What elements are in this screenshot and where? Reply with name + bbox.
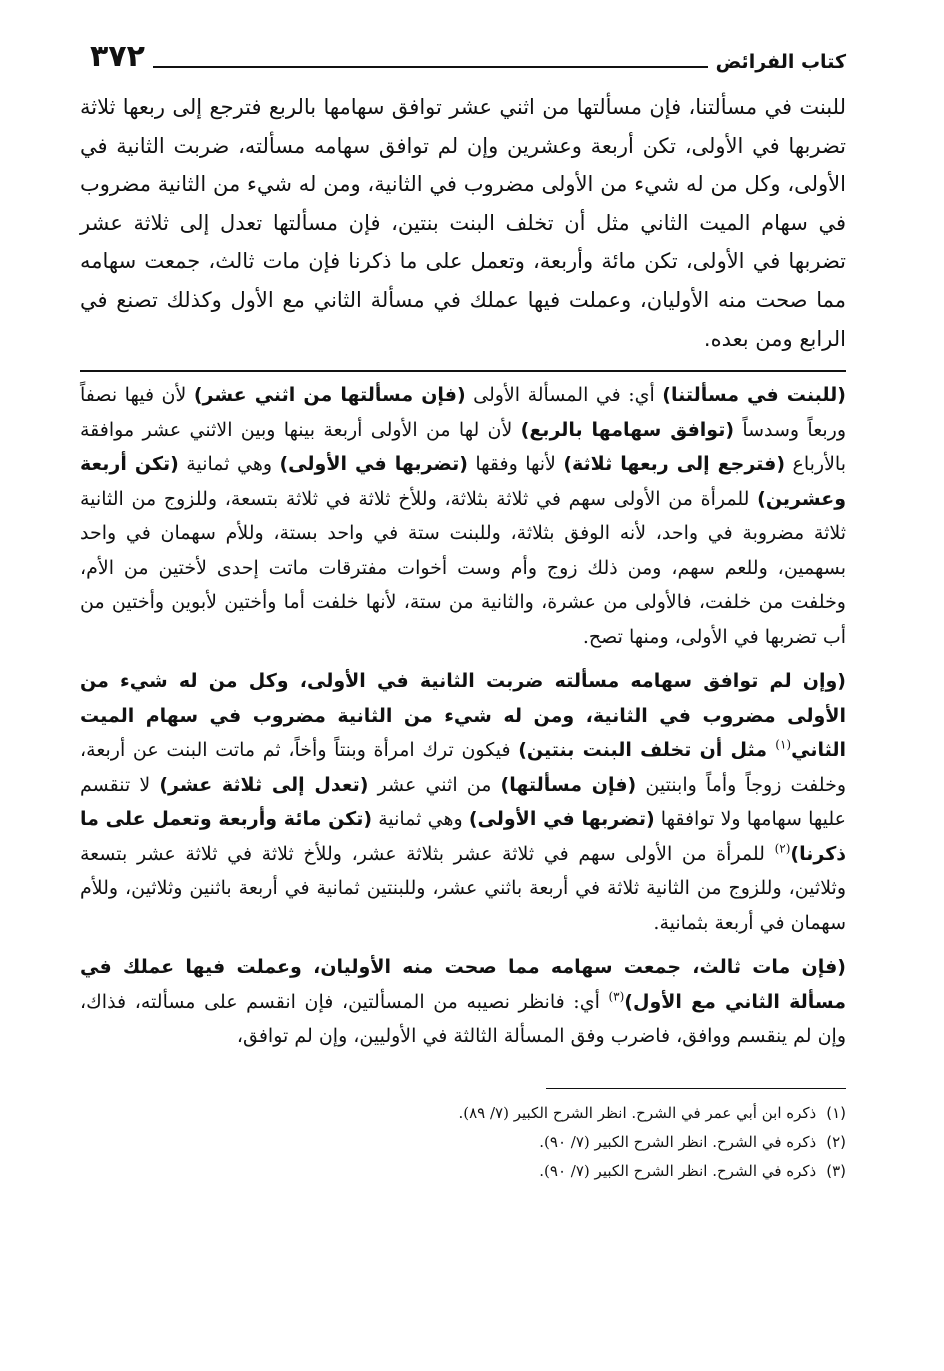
footnote-text: ذكره في الشرح. انظر الشرح الكبير (٧/ ٩٠). [539, 1132, 817, 1151]
footnote-item [80, 1128, 846, 1157]
commentary-text: للمرأة من الأولى سهم في ثلاثة بثلاثة، وللأخ ثلاثة في ثلاثة بتسعة، وللزوج من الثانية ثلاثة مضروبة في واحد، لأنه الوفق بثلاثة، وللبنت ستة في واحد بستة، وللأم سهمان في واحد بسهمين، وللعم سهم، ومن ذلك زوج وأم وست أخوات مفترقات ماتت إحدى لأختين من الأم، وخلفت من خلفت، فالأولى من عشرة، والثانية من ستة، لأنها خلفت أما وأختين لأبوين وأختين من أب تضربها في الأولى، ومنها تصح. [80, 487, 846, 648]
book-title: كتاب الفرائض [715, 51, 846, 73]
quoted-matn: (للبنت في مسألتنا) [662, 384, 846, 407]
commentary-text: وهي ثمانية [372, 808, 469, 831]
sharh-paragraph-2 [80, 664, 846, 940]
footnotes [80, 1099, 846, 1186]
quoted-matn: (تضربها في الأولى) [468, 808, 655, 831]
commentary-text: وهي ثمانية [178, 453, 280, 476]
quoted-matn: مثل أن تخلف البنت بنتين) [518, 739, 776, 762]
quoted-matn: (تضربها في الأولى) [279, 453, 468, 476]
commentary-text: أي: فانظر نصيبه من المسألتين، فإن انقسم على مسألته، فذاك، وإن لم ينقسم ووافق، فاضرب وفق المسألة الثالثة في الأوليين، وإن لم توافق، [80, 990, 846, 1048]
footnote-marker[interactable]: (٣) [608, 989, 625, 1004]
page-number: ٣٧٢ [90, 39, 145, 74]
commentary-text: من اثني عشر [368, 773, 501, 796]
commentary-text: لا تنقسم عليها سهامها ولا توافقها [80, 773, 846, 831]
quoted-matn: (وإن لم توافق سهامه مسألته ضربت الثانية في الأولى، وكل من له شيء من الأولى مضروب في الثانية، ومن له شيء من الثانية مضروب في سهام الميت الثاني [80, 670, 846, 762]
commentary-text: لأن فيها نصفاً وربعاً وسدساً [80, 384, 847, 441]
footnote-rule [546, 1088, 846, 1089]
quoted-matn: (فإن مسألتها) [500, 773, 637, 796]
footnote-number: (٢) [826, 1132, 846, 1151]
footnote-number: (٣) [826, 1161, 846, 1180]
footnote-marker[interactable]: (٢) [774, 841, 791, 856]
footnote-text: ذكره في الشرح. انظر الشرح الكبير (٧/ ٩٠). [539, 1161, 817, 1180]
book-page [80, 30, 846, 1350]
matn-text: للبنت في مسألتنا، فإن مسألتها من اثني عشر توافق سهامها بالربع فترجع إلى ربعها ثلاثة تضربها في الأولى، تكن أربعة وعشرين وإن لم توافق سهامه مسألته، ضربت الثانية في الأولى، وكل من له شيء من الأولى مضروب في الثانية، ومن له شيء من الثانية مضروب في سهام الميت الثاني مثل أن تخلف البنت بنتين، فإن مسألتها تعدل إلى ثلاثة عشر تضربها في الأولى، تكن مائة وأربعة، وتعمل على ما ذكرنا فإن مات ثالث، جمعت سهامه مما صحت منه الأوليان، وعملت فيها عملك في مسألة الثاني مع الأول وكذلك تصنع في الرابع ومن بعده. [80, 95, 846, 351]
sharh-paragraph-1 [80, 378, 846, 654]
commentary-text: للمرأة من الأولى سهم في ثلاثة عشر بثلاثة عشر، وللأخ ثلاثة في ثلاثة عشر بتسعة وثلاثين، وللزوج من الثانية ثلاثة في أربعة باثني عشر، وللبنتين ثمانية في أربعة باثنين وثلاثين، وللأم سهمان في أربعة بثمانية. [80, 842, 846, 934]
commentary-text: لأن لها من الأولى أربعة بينها وبين الاثني عشر موافقة بالأرباع [80, 418, 846, 476]
footnote-item [80, 1099, 846, 1128]
footnote-text: ذكره ابن أبي عمر في الشرح. انظر الشرح الكبير (٧/ ٨٩). [458, 1103, 817, 1122]
sharh-commentary [80, 378, 846, 1054]
quoted-matn: (تعدل إلى ثلاثة عشر) [159, 773, 369, 796]
section-divider [80, 370, 846, 372]
quoted-matn: (توافق سهامها بالربع) [520, 418, 735, 441]
commentary-text: فيكون ترك امرأة وبنتاً وأخاً، ثم ماتت البنت عن أربعة، وخلفت زوجاً وأماً وابنتين [80, 739, 846, 796]
footnote-marker[interactable]: (١) [775, 737, 792, 752]
footnote-number: (١) [826, 1103, 846, 1122]
sharh-paragraph-3 [80, 950, 846, 1054]
quoted-matn: (فإن مسألتها من اثني عشر) [193, 384, 466, 407]
header-rule [153, 66, 708, 68]
page-header [80, 30, 846, 74]
quoted-matn: (فترجع إلى ربعها ثلاثة) [563, 453, 786, 476]
quoted-matn: (فإن مات ثالث، جمعت سهامه مما صحت منه الأوليان، وعملت فيها عملك في مسألة الثاني مع الأول) [80, 956, 846, 1013]
quoted-matn: (تكن مائة وأربعة وتعمل على ما ذكرنا) [80, 808, 846, 865]
footnote-item [80, 1157, 846, 1186]
quoted-matn: (تكن أربعة وعشرين) [80, 453, 846, 510]
commentary-text: لأنها وفقها [467, 453, 564, 476]
commentary-text: أي: في المسألة الأولى [465, 384, 663, 407]
